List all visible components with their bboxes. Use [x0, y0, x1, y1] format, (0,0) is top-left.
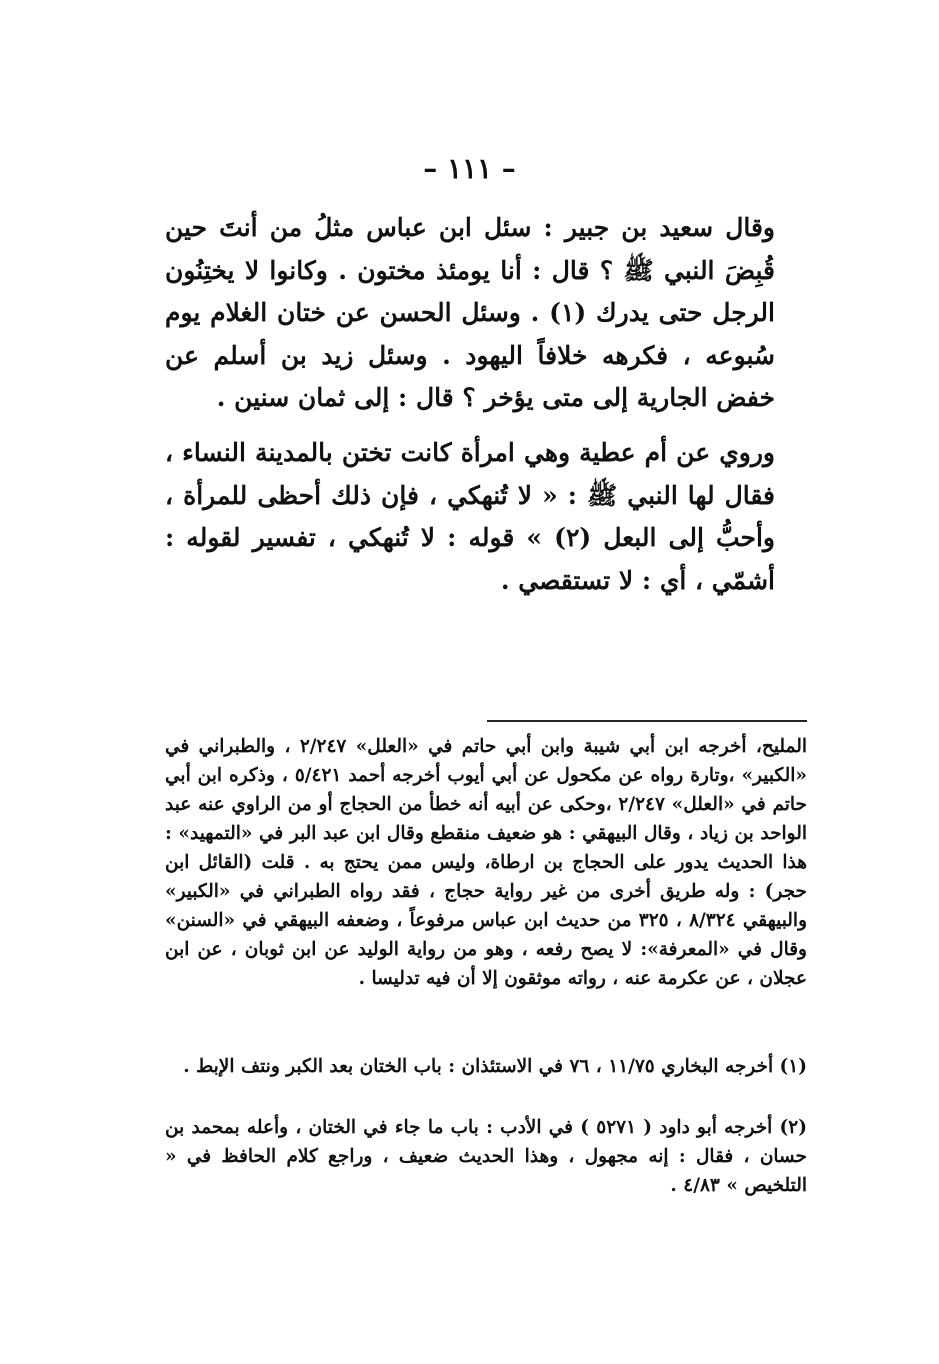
footnote-1-text: (١) أخرجه البخاري ١١/٧٥ ، ٧٦ في الاستئذان : باب الختان بعد الكبر ونتف الإبط .: [183, 1056, 807, 1077]
page-number: – ١١١ –: [423, 152, 516, 185]
footnote-separator: [487, 720, 807, 722]
footnote-continuation-text: المليح، أخرجه ابن أبي شيبة وابن أبي حاتم في «العلل» ٢/٢٤٧ ، والطبراني في «الكبير» ،وتارة رواه عن مكحول عن أبي أيوب أخرجه أحمد ٥/٤٢١ ، وذكره ابن أبي حاتم في «العلل» ٢/٢٤٧ ،وحكى عن أبيه أنه خطأ من الحجاج أو من الراوي عنه عبد الواحد بن زياد ، وقال البيهقي : هو ضعيف منقطع وقال ابن عبد البر في «التمهيد» : هذا الحديث يدور على الحجاج بن ارطاة، وليس ممن يحتج به . قلت (القائل ابن حجر) : وله طريق أخرى من غير رواية حجاج ، فقد رواه الطبراني في «الكبير» والبيهقي ٨/٣٢٤ ، ٣٢٥ من حديث ابن عباس مرفوعاً ، وضعفه البيهقي في «السنن» وقال في «المعرفة»: لا يصح رفعه ، وهو من رواية الوليد عن ابن ثوبان ، عن ابن عجلان ، عن عكرمة عنه ، رواته موثقون إلا أن فيه تدليسا .: [165, 736, 808, 989]
main-paragraph-2: وروي عن أم عطية وهي امرأة كانت تختن بالمدينة النساء ، فقال لها النبي ﷺ : « لا تُنهكي ، فإن ذلك أحظى للمرأة ، وأحبُّ إلى البعل (٢) » قوله : لا تُنهكي ، تفسير لقوله : أشمّي ، أي : لا تستقصي .: [165, 438, 775, 595]
main-paragraph-1: وقال سعيد بن جبير : سئل ابن عباس مثلُ من أنتَ حين قُبِضَ النبي ﷺ ؟ قال : أنا يومئذ مختون . وكانوا لا يختِنُون الرجل حتى يدرك (١) . وسئل الحسن عن ختان الغلام يوم سُبوعه ، فكرهه خلافاً اليهود . وسئل زيد بن أسلم عن خفض الجارية إلى متى يؤخر ؟ قال : إلى ثمان سنين .: [165, 213, 775, 412]
footnote-2-text: (٢) أخرجه أبو داود ( ٥٢٧١ ) في الأدب : باب ما جاء في الختان ، وأعله بمحمد بن حسان ، فقال : إنه مجهول ، وهذا الحديث ضعيف ، وراجع كلام الحافظ في « التلخيص » ٤/٨٣ .: [165, 1117, 807, 1196]
footnote-continuation: [165, 732, 807, 993]
footnote-1: [165, 1052, 807, 1081]
footnote-2: [165, 1113, 807, 1200]
